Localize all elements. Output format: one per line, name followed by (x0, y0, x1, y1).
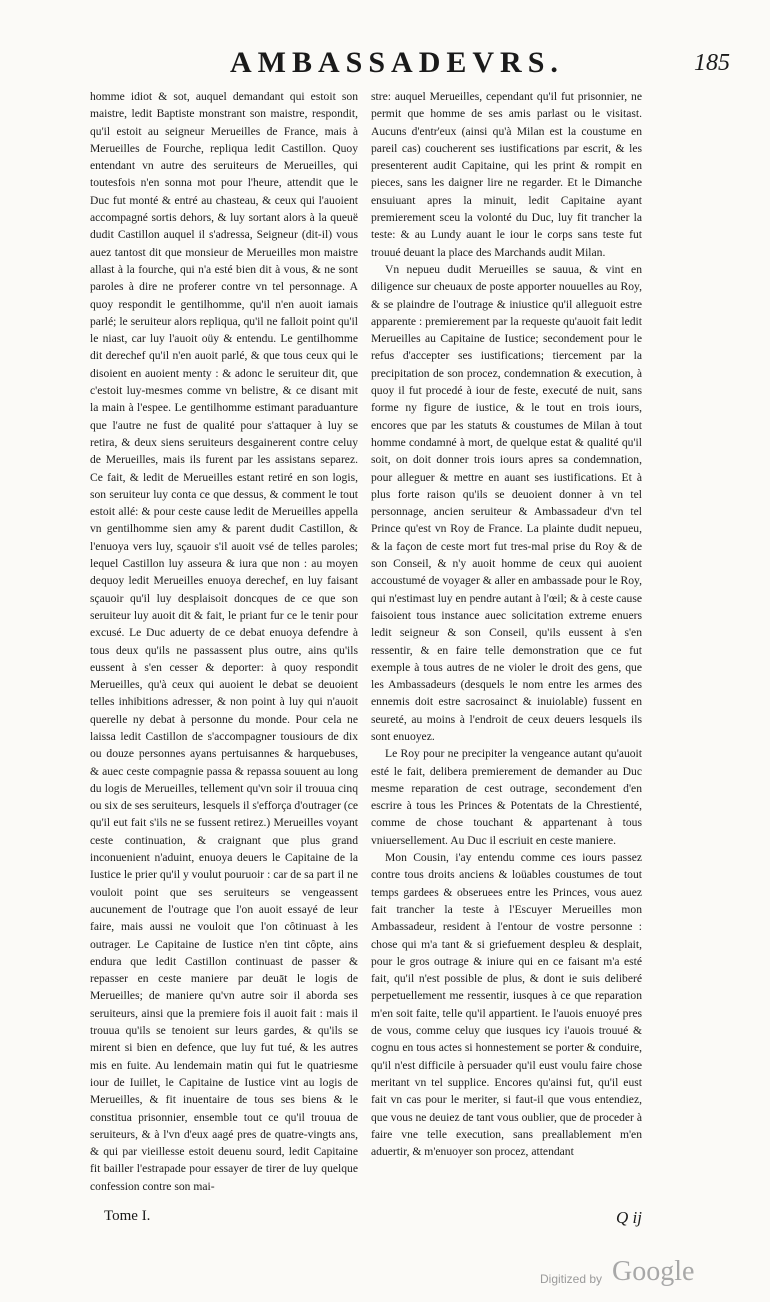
google-logo: Google (612, 1256, 695, 1287)
paragraph: Le Roy pour ne precipiter la vengeance autant qu'auoit esté le fait, delibera premierement de demander au Duc mesme reparation de cest outrage, secondement d'en escrire à tous les Princes & Potentats de la Chrestienté, comme de chose touchant & appartenant à tous vniuersellement. Au Duc il escriuit en ceste maniere. (371, 747, 642, 847)
left-column (90, 88, 358, 1195)
digitization-watermark (540, 1256, 740, 1294)
running-head (90, 46, 730, 86)
right-column (371, 88, 642, 1160)
paragraph: stre: auquel Merueilles, cependant qu'il fut prisonnier, ne permit que homme de ses amis parlast ou le visitast. Aucuns d'entr'eux (ainsi qu'à Milan est la coustume en pareil cas) coucherent ses iustifications par escrit, & les presenterent audit Capitaine, qui les print & rompit en pieces, sans les daigner lire ne regarder. Et le Dimanche ensuiuant apres la minuit, ledit Capitaine ayant premierement sceu la volonté du Duc, luy fit trancher la teste: & au Lundy auant le iour le corps sans teste fut trouué deuant la place des Marchands audit Milan. (371, 90, 642, 259)
page-footer (90, 1208, 642, 1238)
volume-label: Tome I. (104, 1208, 151, 1224)
page-number: 185 (694, 50, 730, 76)
paragraph: Vn nepueu dudit Merueilles se sauua, & vint en diligence sur cheuaux de poste apporter nouuelles au Roy, & se plaindre de l'outrage & iniustice qu'il alleguoit estre apparente : premierement par la requeste qu'auoit fait ledit Merueilles au Capitaine de Iustice; secondement pour le refus d'accepter ses iustifications; tiercement par la precipitation de son procez, condemnation & execution, à quoy il fut procedé à iour de feste, executé de nuit, sans forme ny figure de iustice, & le tout en trois iours, encores que par les statuts & coustumes de Milan à tout homme condamné à mort, de quelque estat & qualité qu'il soit, on doit donner trois iours apres sa condemnation, pour alleguer & mettre en auant ses iustifications. Et à plus forte raison qu'ils se deuoient donner à vn tel personnage, ancien seruiteur & Ambassadeur d'vn tel Prince qu'est vn Roy de France. La plainte dudit nepueu, & la façon de ceste mort fut tres-mal prise du Roy & de son Conseil, & n'y auoit homme de ceux qui auoient accoustumé de voyager & aller en ambassade pour le Roy, qui n'estimast luy en pendre autant à l'œil; & à ceste cause faisoient tous instance auec solicitation extreme enuers ledit seigneur & son Conseil, qu'ils eussent à s'en ressentir, & en faire telle demonstration que ce fut exemple à tous autres de ne violer le droit des gens, que les Ambassadeurs (desquels le nom entre les armes des ennemis doit estre sacrosainct & inuiolable) fussent en seureté, au moins à l'endroit de ceux deuers lesquels ils sont enuoyez. (371, 262, 642, 743)
watermark-prefix: Digitized by (540, 1272, 603, 1286)
running-title: AMBASSADEVRS. (230, 46, 564, 79)
paragraph: Mon Cousin, i'ay entendu comme ces iours passez contre tous droits anciens & loüables coustumes de tout temps gardees & obseruees entre les Princes, vous auez fait trancher la teste à l'Escuyer Merueilles mon Ambassadeur, resident à l'entour de vostre personne : chose qui m'a tant & si griefuement despleu & desplait, pour le gros outrage & iniure qui en ce faisant m'a esté fait, qu'il n'est possible de plus, & dont ie suis deliberé perpetuellement me ressentir, iusques à ce que reparation m'en soit faite, telle qu'il appartient. Ie l'auois enuoyé pres de vous, comme celuy que iusques icy i'auois trouué & cognu en tous actes si honnestement se porter & conduire, qu'il n'est difficile à persuader qu'il eust voulu faire chose meritant vn tel supplice. Encores qu'ainsi fut, qu'il eust fait vn cas pour le meriter, si faut-il que vous entendiez, que vous ne deuiez de tant vous oublier, que de proceder à faire vne telle execution, sans preallablement m'en aduertir, & m'enuoyer son procez, attendant (371, 851, 642, 1159)
signature-mark: Q ij (616, 1208, 642, 1227)
paragraph: homme idiot & sot, auquel demandant qui estoit son maistre, ledit Baptiste monstrant son maistre, respondit, qu'il estoit au seigneur Merueilles de France, mais à Merueilles de Fourche, repliqua ledit Castillon. Quoy entendant vn autre des seruiteurs de Merueilles, qui toutesfois n'en sonna mot pour l'heure, attendit que le Duc fut monté & entré au chasteau, & ceux qui l'auoient accompagné sortis dehors, & luy sortant alors à la queuë dudit Castillon auquel il s'adressa, Seigneur (dit-il) vous auez tantost dit que monsieur de Merueilles mon maistre allast à la fourche, qui n'a esté bien dit à vous, & ne sont paroles à dire ne proferer contre vn tel personnage. A quoy respondit le gentilhomme, qu'il n'en auoit iamais parlé; le seruiteur alors repliqua, qu'il ne falloit point qu'il le niast, car luy l'auoit oüy & entendu. Le gentilhomme dit derechef qu'il n'en auoit parlé, & que tous ceux qui le disoient en auoient menty : & adonc le seruiteur dit, que c'estoit luy-mesmes comme vn belistre, & ce disant mit la main à l'espee. Le gentilhomme estimant paraduanture que l'autre ne fust de qualité pour s'attaquer à luy se retira, & deux siens seruiteurs desgainerent contre celuy de Merueilles, mais ils furent par les assistans separez. Ce fait, & ledit de Merueilles estant retiré en son logis, son seruiteur luy conta ce que dessus, & comment le tout estoit allé: & pour ceste cause ledit de Merueilles appella vn gentilhomme sien amy & parent dudit Castillon, & l'enuoya vers luy, sçauoir s'il auoit vsé de telles paroles; lequel Castillon luy asseura & iura que non : au moyen dequoy ledit Merueilles enuoya derechef, en luy faisant sçauoir qu'il luy desplaisoit doncques de ce que son seruiteur luy auoit dit & fait, le priant fur ce le tenir pour excusé. Le Duc aduerty de ce debat enuoya defendre à tous deux qu'ils ne passassent plus outre, ains qu'ils eussent à s'en cesser & deporter: à quoy respondit Merueilles, qu'à ceux qui auoient le debat se deuoient telles inhibitions adresser, & non point à luy qui n'auoit querelle ny debat à personne du monde. Pour cela ne laissa ledit Castillon de s'accompagner tousiours de dix ou douze personnes ayans pertuisannes & harquebuses, & auec ceste compagnie passa & repassa souuent au long du logis de Merueilles, tellement qu'vn soir il trouua cinq ou six de ses seruiteurs, lesquels il s'efforça d'outrager (ce qu'il eut fait s'ils ne se fussent retirez.) Merueilles voyant ceste continuation, & craignant que plus grand inconuenient n'aduint, enuoya deuers le Capitaine de la Iustice le prier qu'il y voulut pouruoir : car de sa part il ne vouloit point que ses seruiteurs se vengeassent aucunement de l'outrage que l'on auoit essayé de leur faire, mais aussi ne vouloit que l'on côtinuast à les outrager. Le Capitaine de Iustice n'en tint côpte, ains endura que ledit Castillon continuast de passer & repasser en ceste maniere par deuāt le logis de Merueilles; de maniere qu'vn autre soir il aborda ses seruiteurs, ainsi que la premiere fois il auoit fait : mais il trouua qu'ils se tenoient sur leurs gardes, & qu'ils se mirent si bien en defence, que luy fut tué, & les autres mis en fuite. Au lendemain matin qui fut le quatriesme iour de Iuillet, le Capitaine de Iustice vint au logis de Merueilles, & fit inuentaire de tous ses biens & le constitua prisonnier, ensemble tout ce qu'il trouua de seruiteurs, & à l'vn d'eux aagé pres de quatre-vingts ans, & qui par vieillesse estoit deuenu sourd, ledit Capitaine fit bailler l'estrapade pour essayer de tirer de luy quelque confession contre son mai- (90, 90, 358, 1193)
